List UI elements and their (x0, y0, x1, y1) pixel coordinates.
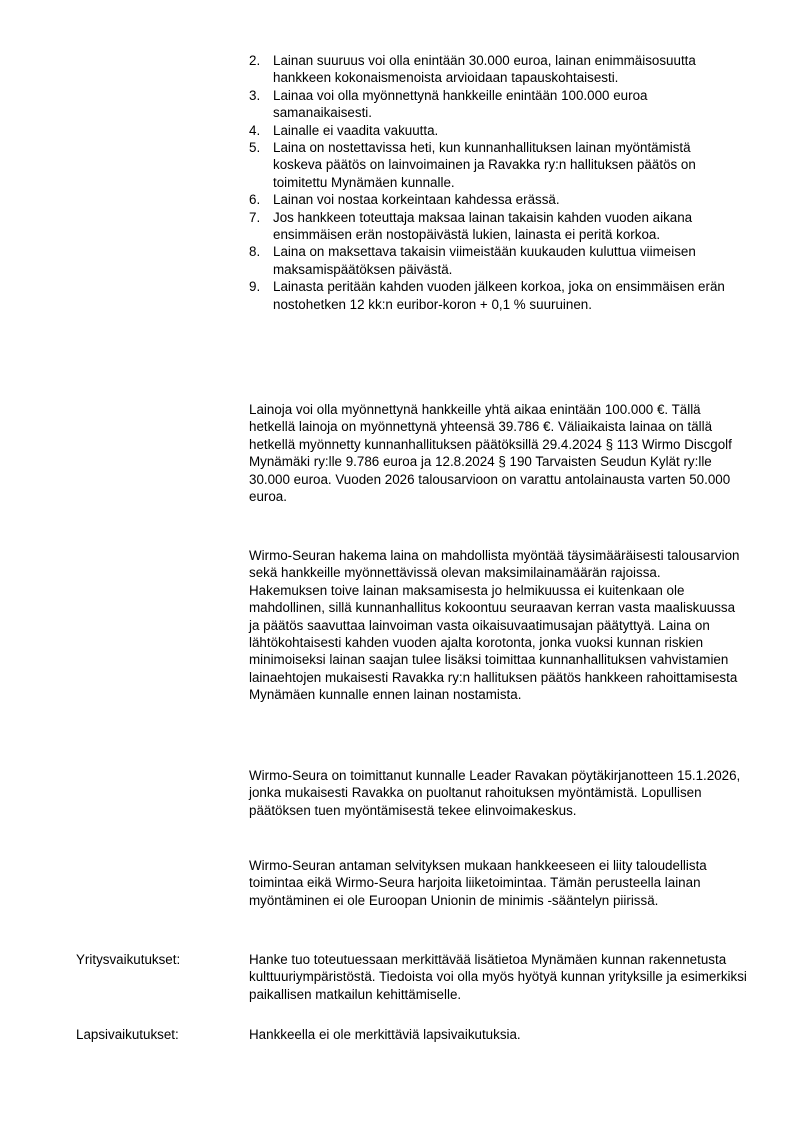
de-minimis-section (249, 857, 741, 909)
list-item-number: 6. (249, 192, 261, 208)
list-item (249, 243, 741, 278)
loans-total-paragraph: Lainoja voi olla myönnettynä hankkeille yhtä aikaa enintään 100.000 €. Tällä hetkellä lainoja on myönnettynä yhteensä 39.786 €. Väliaikaista lainaa on tällä hetkellä myönnetty kunnanhallituksen päätöksillä 29.4.2024 § 113 Wirmo Discgolf Mynämäki ry:lle 9.786 euroa ja 12.8.2024 § 190 Tarvaisten Seudun Kylät ry:lle 30.000 euroa. Vuoden 2026 talousarvioon on varattu antolainausta varten 50.000 euroa. (249, 402, 732, 505)
list-item-number: 7. (249, 209, 261, 225)
leader-extract-paragraph: Wirmo-Seura on toimittanut kunnalle Leader Ravakan pöytäkirjanotteen 15.1.2026, jonka mukaisesti Ravakka on puoltanut rahoituksen myöntämistä. Lopullisen päätöksen tuen myöntämisestä tekee elinvoimakeskus. (249, 768, 741, 818)
children-impact-label: Lapsivaikutukset: (76, 1027, 179, 1042)
loan-possible-section (249, 547, 741, 704)
business-impact-text: Hanke tuo toteutuessaan merkittävää lisätietoa Mynämäen kunnan rakennetusta kulttuuriympäristöstä. Tiedoista voi olla myös hyötyä kunnan yrityksille ja esimerkiksi paikallisen matkailun kehittämiselle. (249, 952, 747, 1002)
children-impact-text: Hankkeella ei ole merkittäviä lapsivaikutuksia. (249, 1027, 521, 1042)
list-item-number: 5. (249, 140, 261, 156)
de-minimis-paragraph: Wirmo-Seuran antaman selvityksen mukaan hankkeeseen ei liity taloudellista toimintaa eikä Wirmo-Seura harjoita liiketoimintaa. Tämän perusteella lainan myöntäminen ei ole Euroopan Unionin de minimis -sääntelyn piirissä. (249, 858, 707, 908)
list-item (249, 87, 741, 122)
list-item (249, 209, 741, 244)
list-item (249, 191, 741, 208)
list-item (249, 52, 741, 87)
list-item-text: Lainalle ei vaadita vakuutta. (273, 122, 439, 138)
list-item-text: Jos hankkeen toteuttaja maksaa lainan takaisin kahden vuoden aikana ensimmäisen erän nostopäivästä lukien, lainasta ei peritä korkoa. (273, 209, 693, 243)
leader-extract-section (249, 767, 741, 819)
children-impact-row (76, 1026, 756, 1046)
list-item (249, 139, 741, 191)
list-item-text: Lainaa voi olla myönnettynä hankkeille enintään 100.000 euroa samanaikaisesti. (273, 87, 648, 121)
loans-total-section (249, 401, 741, 505)
loan-conditions-list (249, 52, 741, 313)
list-item-text: Laina on nostettavissa heti, kun kunnanhallituksen lainan myöntämistä koskeva päätös on lainvoimainen ja Ravakka ry:n hallituksen päätös on toimitettu Mynämäen kunnalle. (273, 140, 696, 190)
list-item-number: 8. (249, 244, 261, 260)
list-item-text: Lainan voi nostaa korkeintaan kahdessa erässä. (273, 192, 560, 208)
list-item-text: Lainan suuruus voi olla enintään 30.000 euroa, lainan enimmäisosuutta hankkeen kokonaismenoista arvioidaan tapauskohtaisesti. (273, 53, 696, 86)
list-item-text: Lainasta peritään kahden vuoden jälkeen korkoa, joka on ensimmäisen erän nostohetken 12 kk:n euribor-koron + 0,1 % suuruinen. (273, 279, 725, 312)
business-impact-row (76, 951, 756, 1007)
list-item-text: Laina on maksettava takaisin viimeistään kuukauden kuluttua viimeisen maksamispäätöksen päivästä. (273, 244, 696, 277)
list-item-number: 4. (249, 122, 261, 138)
list-item-number: 3. (249, 87, 261, 103)
list-item-number: 2. (249, 53, 261, 68)
loan-possible-paragraph: Wirmo-Seuran hakema laina on mahdollista myöntää täysimääräisesti talousarvion sekä hankkeille myönnettävissä olevan maksimilainamäärän rajoissa. Hakemuksen toive lainan maksamisesta jo helmikuussa ei kuitenkaan ole mahdollinen, sillä kunnanhallitus kokoontuu seuraavan kerran vasta maaliskuussa ja päätös saavuttaa lainvoiman vasta oikaisuvaatimusajan päätyttyä. Laina on lähtökohtaisesti kahden vuoden ajalta korotonta, jonka vuoksi kunnan riskien minimoiseksi lainan saajan tulee lisäksi toimittaa kunnanhallituksen vahvistamien lainaehtojen mukaisesti Ravakka ry:n hallituksen päätös hankkeen rahoittamisesta Mynämäen kunnalle ennen lainan nostamista. (249, 548, 740, 703)
business-impact-label: Yritysvaikutukset: (76, 952, 181, 967)
list-item (249, 122, 741, 139)
list-item-number: 9. (249, 279, 261, 295)
loan-conditions-section (249, 52, 741, 313)
list-item (249, 278, 741, 313)
